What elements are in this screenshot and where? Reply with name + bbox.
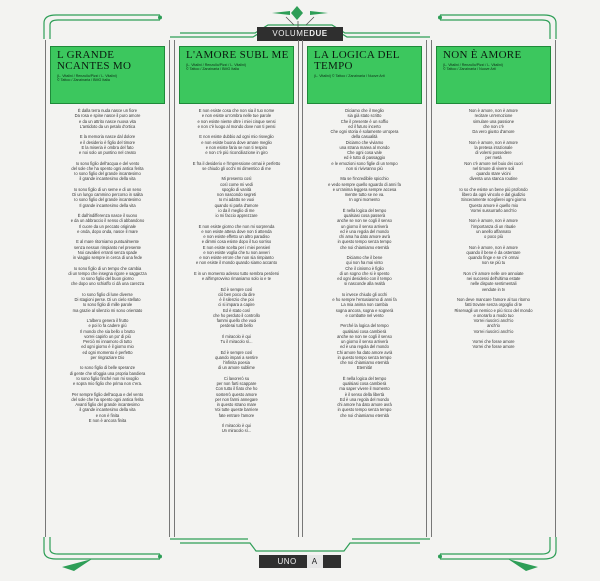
lyric-line: che noi chiamiamo eternità [340,244,389,250]
lyric-line: io da il meglio di me [218,207,255,213]
lyric-line: Di un lungo cammino percorso in salita [72,192,143,197]
lyric-line: Che il presente è un soffio [340,118,389,124]
lyric-line: La mia anima non cambia [341,302,388,308]
lyric-line: ed è una regola del mondo [340,228,389,234]
lyric-line: anch'io [487,323,500,329]
lyric-line: e non esiste il mondo quando siamo accanto [195,260,278,266]
lyric-line: che non c'è [483,123,504,129]
stanza [179,134,294,155]
lyric-line: Il grande incantesimo della vita [79,202,136,208]
lyric-line: vorrei capirlo un po' di più [84,333,131,339]
stanza [307,376,422,418]
volume-label [257,27,343,41]
lyric-line: Il cuore da un peccato originale [79,223,136,229]
lyric-line: per ringraziare Dio [90,354,125,360]
song-credit: (L. Vitalini / Renzullo/Pizzi / L. Vitalini) [443,63,503,67]
lyric-line: quando stare vicini [476,171,511,176]
lyric-line: Io sono figlio di lune diverse [82,291,133,297]
lyric-line: ciò ben poco da dire [218,291,255,297]
lyric-line: di volersi possedere [475,150,512,155]
lyric-line: Vorrei riuscirci anch'io [473,328,514,334]
lyric-line: Il mondo che sia bello o brutto [80,328,135,334]
lyric-line: e dimmi cosa esiste dopo il tuo sorriso [201,239,272,245]
song-credit: (L. Vitalini) © Tattoo / Zanzinaria / Nuove Arti [314,74,385,78]
stanza [50,318,165,360]
lyric-line: di un tempo che insegna rigore e saggezza [68,270,147,276]
lyric-line: e da un abbraccio il senso di abbandono [70,218,145,224]
lyric-line: ma grazie al silenzio mi sono orientato [72,307,143,313]
lyric-line: Sinceramente sceglierei ogni giorno [460,197,527,203]
lyric-line: Non c'è amore nelle ore annoiate [463,270,524,276]
lyric-line: È nella logica del tempo [342,375,387,381]
stanza [307,108,422,171]
lyric-line: in viaggio sempre in cerca di una fede [73,255,142,260]
stanza [307,323,422,370]
lyric-line: una strana marea al mondo [339,144,390,150]
lyric-line: non si rivivranno più [346,165,383,171]
lyric-line: Non è amore, non è amore [469,139,518,145]
song-lyrics [179,108,294,439]
lyric-line: che dopo uno schiaffo ci dà una carezza [70,281,145,287]
lyric-line: sogna ancora, sogna e sognerà [335,307,394,313]
stanza [50,134,165,155]
lyric-line: in questo tempo senza tempo [337,407,392,413]
stanza [179,161,294,172]
lyric-line: un giorno il senso arriverà [340,223,389,229]
lyric-line: e non è finita [95,412,120,418]
lyric-line: Io mi adatto se vuoi [218,197,255,203]
lyric-line: simulare una passione [473,118,514,124]
stanza [179,350,294,371]
lyric-line: che noi chiamiamo eternità [340,360,389,365]
lyric-line: E la memoria nasce dal dolore [79,134,136,140]
lyric-line: Noi cavalieri erranti senza spade [77,249,138,255]
stanza [307,292,422,318]
lyric-line: Ma se l'incredibile spicchio [340,176,389,182]
lyric-line: ed è una regola del mondo [340,344,389,350]
lyric-line: Io sono figlio di belle speranze [79,365,136,371]
lyric-line: per non farmi annegare [215,396,258,402]
lyric-line: e onda, dopo onda, nasce il mare [77,228,138,234]
lyric-line: Che il cinismo è figlio [345,265,384,271]
lyric-line: un giorno il senso arriverà [340,339,389,344]
lyric-line: ma saper vivere il momento [339,386,390,392]
volume-prefix: VOLUME [272,29,310,38]
lyric-line: Perciò mi innamoro di tutto [83,339,132,344]
song-column [174,40,299,537]
stanza [179,334,294,345]
side-label: A [307,555,323,568]
lyric-line: e un'anima leggera sempre accesa [332,186,397,192]
lyric-line: ci si impara a capire [218,302,255,308]
lyric-line: è il silenzio che poi [219,297,254,302]
lyric-line: e il desiderio è figlio del timore [79,139,136,145]
stanza [436,297,551,334]
lyric-line: Io sono figlio di un seme e di un seno [73,186,142,192]
song-header [179,46,294,104]
lyric-line: Vorrei sussurrarlo anch'io [470,207,517,213]
lyric-line: qualsiasi cosa cambierà [342,381,387,386]
lyric-line: io mi faccio apprezzare [215,213,258,218]
lyric-line: non se più tu [481,260,506,266]
stanza [179,376,294,418]
stanza [50,266,165,287]
stanza [179,176,294,218]
lyric-line: e da un attrito nasce nuova vita [79,118,136,124]
lyric-line: di gente che sfoggia una propria bandiera [69,370,146,376]
lyric-line: del sole che ha spento ogni antica ferita [71,165,144,171]
lyrics-columns [43,40,557,537]
lyric-line: In ogni momento [349,197,380,203]
lyric-line: in questo tempo senza tempo [337,239,392,245]
lyric-line: nei successi dell'ultima estate [466,276,521,281]
song-column [302,40,427,537]
lyric-line: e non esiste un'ombra nelle tue parole [201,113,272,119]
volume-number: DUE [309,29,328,38]
song-credit: © Tattoo / Zanzinaria / BMG Italia [57,78,110,83]
disc-label: UNO [277,557,297,566]
lyric-line: Che ogni cosa vale [347,150,382,155]
lyric-line: e non esiste faria se non ti respiro [205,144,268,150]
lyric-line: chi amore ha dato amore avrà [337,402,392,407]
song-lyrics [307,108,422,423]
stanza [50,392,165,424]
stanza [307,176,422,202]
lyric-line: quando il bene è da ostentare [466,249,521,255]
disc-side-label [259,555,341,568]
lyric-line: Voi tutte queste barriere [214,407,259,413]
stanza [179,224,294,266]
lyric-line: nelle dispute sentimentali [470,281,517,287]
lyric-line: Non è amore, non è amore [469,108,518,113]
lyric-line: Io sono figlio del buon giorno [81,276,134,281]
lyric-line: Ed è sempre così [220,349,253,355]
lyric-line: Di stagioni perse. Di un cielo stellato [74,297,141,302]
lyric-line: sia già stato scritto [347,113,382,119]
lyric-line: ed ogni giorno è il giorno mio [81,344,134,350]
lyric-line: Chi amore ha dato amore avrà [336,349,393,355]
lyric-line: se chiudo gli occhi mi dimentico di me [202,165,271,171]
lyric-line: Io invece chiudo gli occhi [341,291,388,297]
lyric-line: e non c'è più riconciliazione in giro [205,150,268,155]
song-header [50,46,165,104]
lyric-line: Non c'è amore nel buio dei cuori [464,160,523,166]
stanza [307,255,422,287]
lyric-line: Vorrei che fosse amore [472,339,515,344]
lyric-line: così come mi vedi [220,181,253,187]
stanza [50,187,165,208]
stanza [436,339,551,350]
lyric-line: È dall'indifferenza nasce il suono [77,213,138,218]
lyric-line: e non esiste effetto un altro paradiso [203,234,270,239]
stanza [436,218,551,239]
stanza [307,208,422,250]
lyric-line: fatti trovare senza orgoglio di te [464,302,523,308]
lyric-line: l'infinita poesia [223,360,250,365]
lyric-line: Un miracolo sì... [221,428,252,434]
lyric-line: Io sono figlio di un tempo che cambia [73,265,142,271]
lyric-line: Con tutto il fiato che ho [215,386,258,392]
lyric-line: nel timore di vivere soli [472,165,515,171]
lyric-line: E non è ancora finita [88,417,127,423]
lyric-line: Diciamo che il bene [346,255,383,260]
lyric-line: e vedo sempre quello sguardo di anni fa [328,181,401,187]
lyric-line: e non esiste buona dove amare meglio [201,139,272,145]
lyric-line: Io sono figlio dell'acqua e del vento [75,160,140,166]
lyric-line: Ed è una regola del mondo [339,396,390,402]
lyric-line: in questo tempo senza tempo [337,354,392,360]
lyric-line: e combatte nel vento [345,312,384,318]
lyric-line: Perché la logica del tempo [340,323,389,329]
lyric-line: Io so che esiste un bene più profondo [459,186,528,192]
song-column [45,40,170,537]
lyric-line: ed ogni momento è perfetto [82,349,133,355]
lyric-line: e non esiste errore che non sia rimpianto [199,255,274,260]
song-title: LA LOGICA DEL TEMPO [314,49,400,72]
lyric-line: L'antidoto da un petalo d'ortica [79,123,136,129]
lyric-line: in questo strano mare [216,402,257,407]
song-lyrics [436,108,551,355]
song-header [436,46,551,104]
stanza [50,108,165,129]
lyric-line: E non esiste scelta per i miei pensieri [202,244,271,250]
lyric-line: E non esiste dubbio ad ogni mio risveglio [199,134,274,140]
song-credit: (L. Vitalini / Renzullo/Pizzi / L. Vitalini) [186,63,246,67]
lyric-line: che noi chiamiamo eternità [340,412,389,418]
lyric-line: Diciamo che il meglio [345,108,384,113]
lyric-line: si nasconde alla realtà [344,281,385,287]
lyric-line: e non esiste attesa dove non ti attenda [201,228,272,234]
lyric-line: non nascondo segreti [216,192,257,197]
lyric-line: Non deve mancare l'amore al tuo ritorno [457,297,530,302]
stanza [436,140,551,182]
song-title: L'AMORE SUBL ME [186,49,289,61]
lyric-line: qui non ha mai vinto [346,260,383,266]
lyric-line: del sole che ha spento ogni antica ferita [71,396,144,402]
lyric-line: Questo amore è quello mio [468,202,519,208]
song-credit: (L. Vitalini / Renzullo/Pizzi / L. Vitalini) [57,74,117,78]
lyric-line: Diciamo che viviamo [345,139,384,145]
lyric-line: e noi solo un puntino nel creato [79,150,136,155]
lyric-line: libero da ogni vincolo e dal giudizio [461,192,526,197]
stanza [50,365,165,386]
lyric-line: ed il futuro incerto [348,123,381,129]
lyric-line: E al mare ritorniamo puntualmente [76,239,139,245]
lyric-line: qualsiasi cosa cambierà [342,328,387,334]
stanza [179,423,294,434]
song-column [431,40,556,537]
stanza [436,108,551,134]
lyric-line: Mi presento così [221,176,252,182]
lyric-line: vendute in tv [481,286,506,292]
lyric-line: l'importanza di un rituale [471,223,516,229]
lyric-line: Vorrei riuscirci anch'io [473,318,514,323]
lyric-line: ed ogni desiderio con il tempo [337,276,392,281]
lyric-line: perderai tutti bello [220,323,253,329]
stanza [50,239,165,260]
lyric-line: un anello affannato [476,228,511,234]
lyric-line: anche se non ne cogli il senso [337,333,392,339]
lyric-line: per metà [485,155,502,161]
lyric-line: Vorrei che fosse amore [472,344,515,350]
lyric-line: il grande incantesimo della vita [79,176,136,182]
lyric-line: L'albero genera il frutto [86,318,129,323]
lyric-line: Per sempre figlio dell'acqua e del vento [71,391,144,397]
song-credit: © Tattoo / Zanzinaria / BMG Italia [186,67,239,72]
lyric-line: e sopra mio figlio che prima non c'era. [72,381,143,386]
lyric-line: e le emozioni sono figlie di un tempo [331,160,398,166]
stanza [179,271,294,282]
lyric-line: Tu il miracolo sì... [220,339,253,344]
lyric-line: recitare un'emozione [474,113,513,119]
lyric-line: Riservagli un nemico e più ricco del mondo [454,307,533,313]
lyric-line: Da vero giusto d'amore [472,129,515,134]
lyric-line: Io sono figlio del grande incantesimo [74,171,141,176]
lyric-line: Ed è stato così [222,307,251,313]
lyric-line: o poco più [484,234,503,239]
lyric-line: e onorarlo a modo tuo [473,312,514,318]
lyric-line: E fra il desiderio e l'impressione ormai è perfetto [192,160,281,166]
lyric-line: il grande incantesimo della vita [79,407,136,413]
lyric-line: E la miseria è ombra del fato [81,144,134,150]
lyric-line: Il miracolo è qui [222,423,251,428]
lyric-line: Non è amore, non è amore [469,218,518,224]
lyric-line: E in un momento adesso tutto sembra perdersi [193,270,280,276]
lyric-line: Io sono figlio di mille parole [82,302,133,308]
lyric-line: diventa una stanca routine [469,176,518,182]
lyric-line: e ho sempre l'entusiasmo di anni fa [332,297,397,302]
lyric-line: Io sono figlio finché non mi svoglio [76,375,139,381]
lyric-line: È nella logica del tempo [342,207,387,213]
lyric-line: Che ogni storia è solamente un'opera [330,129,399,134]
song-title: L GRANDE NCANTES MO [57,49,132,72]
lyric-line: che ho perduto il controllo [213,312,260,318]
lyric-line: fate entrare l'amore [218,412,255,418]
lyric-line: Il miracolo è qui [222,333,251,339]
lyric-line: Da rosa e spine nasce il puro amore [74,113,141,119]
stanza [179,287,294,329]
lyric-line: Avanti figlio del grande incantesimo [75,402,140,407]
lyric-line: mentre tutto se ne va. [344,192,385,197]
stanza [436,271,551,292]
lyric-line: Ci lavorerò su [223,375,250,381]
lyric-line: senza nessun rimpianto nel presente [74,244,141,250]
lyric-line: qualsiasi cosa passerà [343,213,386,218]
lyric-line: e non esiste niente oltre i miei cinque sensi [197,118,276,124]
song-title: NON È AMORE [443,49,522,61]
lyric-line: quando finge e se c'è ormai [468,255,519,260]
lyric-line: Non è amore, non è amore [469,244,518,250]
stanza [50,213,165,234]
lyric-line: di un sogno che si è spento [339,270,390,276]
lyric-line: e non c'è luogo al mondo dove non ti pensi [197,123,276,129]
lyric-line: E non esiste cosa che non sia il tuo nome [198,108,275,113]
lyric-line: E non esiste giorno che non mi sorprenda [198,223,275,229]
lyric-line: È dalla terra nuda nasce un fiore [77,108,138,113]
stanza [436,245,551,266]
lyric-line: chi ama ha dato amore avrà [339,234,390,239]
lyric-line: e all'improvviso rimaniamo solo io e te [201,276,272,281]
lyric-line: Ed è sempre così [220,286,253,292]
lyric-line: anche se non ne cogli il senso [337,218,392,224]
lyric-line: sosterrò questo amore [216,391,257,397]
song-credit: © Tattoo / Zanzinaria / Nuove Arti [443,67,496,72]
lyric-line: della casualità [351,134,378,140]
lyric-line: fammi quello che vuoi [216,318,257,323]
lyric-line: è il senso della libertà [344,391,385,397]
lyric-line: e poi lo fa cadere giù [88,323,127,329]
lyric-line: Eternità! [356,365,373,371]
stanza [50,292,165,313]
lyric-line: spoglio di vanità [221,186,252,192]
lyric-line: quando impari a sentire [215,354,258,360]
lyric-line: Io sono figlio del grande incantesimo [74,197,141,203]
lyric-line: per non farti scappare [216,381,257,386]
stanza [436,187,551,213]
song-header [307,46,422,104]
song-lyrics [50,108,165,428]
lyric-line: la pretesa irrazionale [474,144,513,150]
lyric-line: quando si parla d'amore [214,202,259,208]
lyric-line: ed è tutto di passaggio [343,155,386,161]
lyric-line: di un amore sublime [218,365,255,371]
lyric-line: e non esiste voglia che tu non avveri [203,249,270,255]
stanza [179,108,294,129]
stanza [50,161,165,182]
